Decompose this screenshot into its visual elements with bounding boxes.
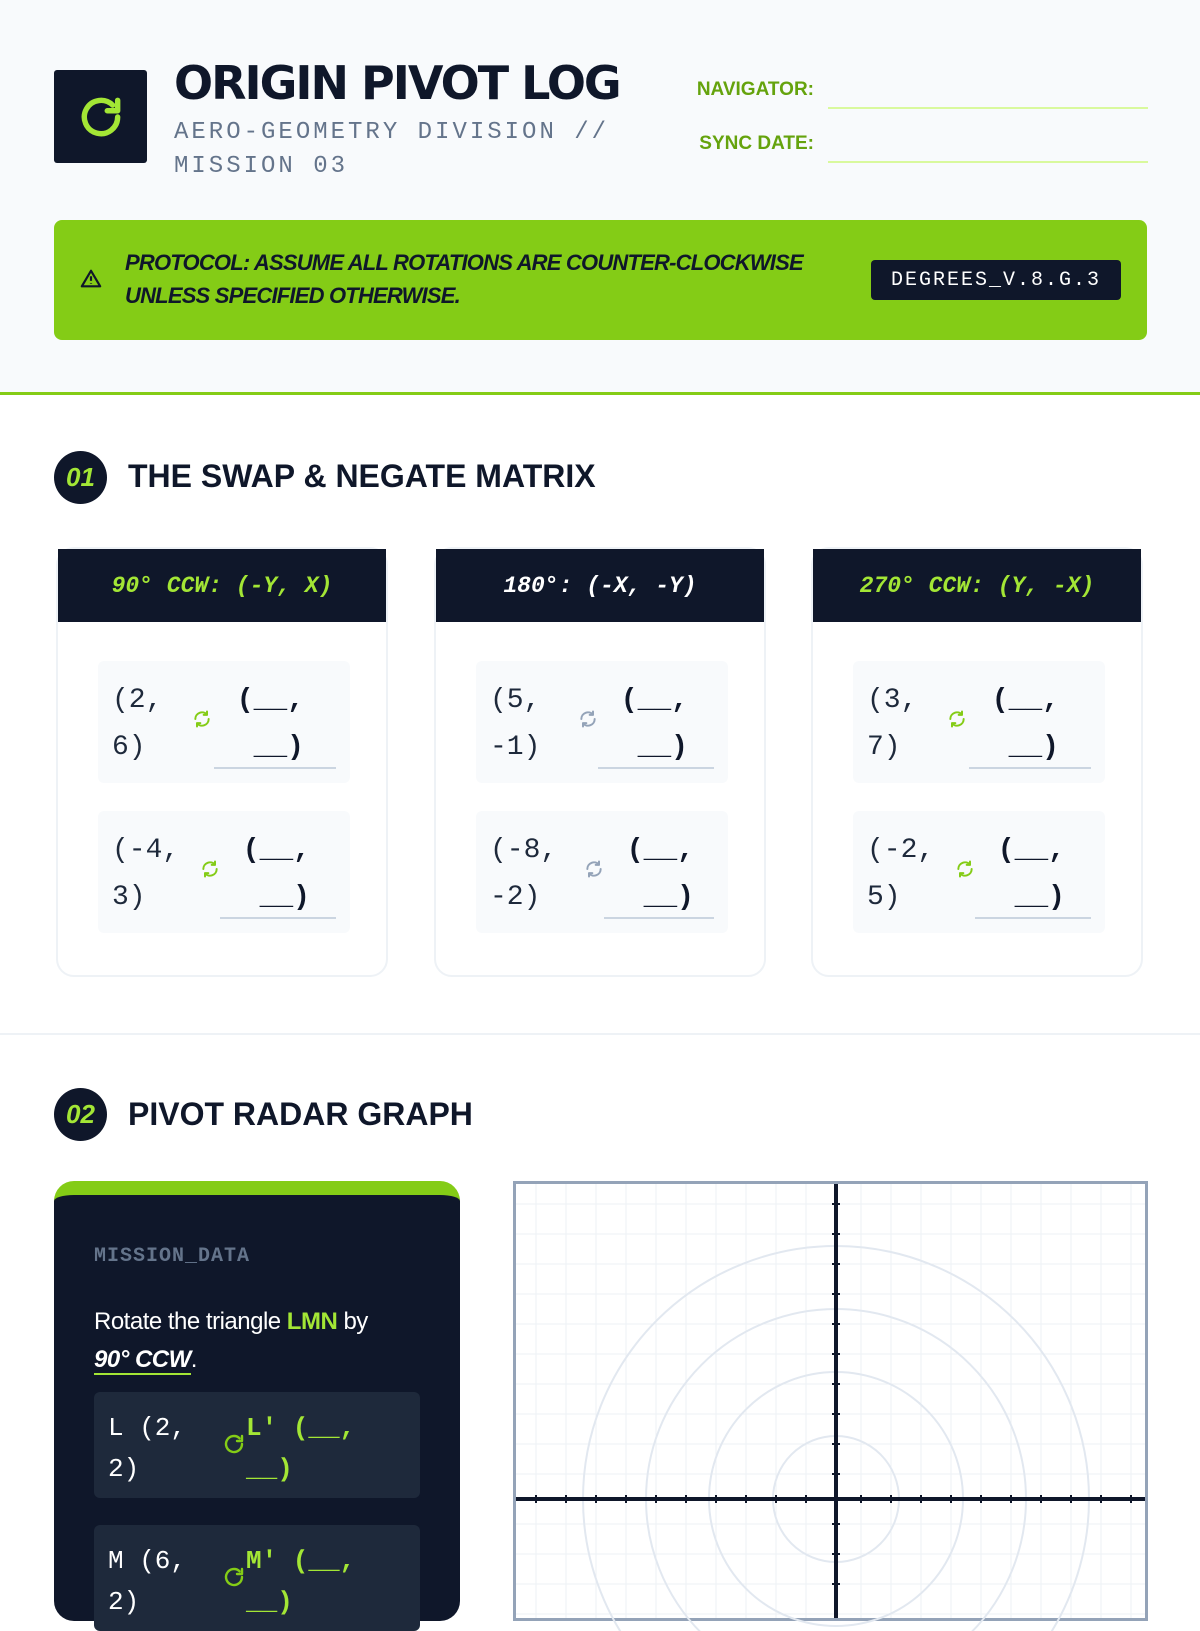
problem-item (98, 661, 350, 783)
source-point: (-8, -2) (490, 835, 558, 913)
problem-item (476, 661, 728, 783)
source-point: (2, 6) (112, 685, 163, 763)
coordinate-grid (516, 1184, 1145, 1618)
answer-blank[interactable]: (__, __) (997, 835, 1065, 913)
source-point: (-2, 5) (867, 835, 935, 913)
card-header: 270° CCW: (Y, -X) (813, 549, 1141, 622)
version-tag: DEGREES_V.8.G.3 (871, 260, 1121, 300)
mission-instruction (94, 1303, 424, 1379)
navigator-label: NAVIGATOR: (696, 79, 814, 100)
rotate-icon (192, 709, 212, 729)
rotate-icon (584, 859, 604, 879)
card-header: 90° CCW: (-Y, X) (58, 549, 386, 622)
answer-blank[interactable]: (__, __) (236, 685, 304, 763)
problem-item (853, 661, 1105, 783)
protocol-banner (54, 220, 1147, 340)
rotate-icon (947, 709, 967, 729)
mission-panel (54, 1181, 460, 1621)
mission-label: MISSION_DATA (94, 1245, 251, 1268)
answer-blank[interactable]: M' (__, __) (246, 1546, 356, 1617)
section-divider (0, 1033, 1200, 1035)
answer-underline (214, 767, 336, 769)
problem-item (98, 811, 350, 933)
instruction-end: . (190, 1346, 197, 1373)
rotate-icon (955, 859, 975, 879)
header (0, 0, 1200, 395)
card-header: 180°: (-X, -Y) (436, 549, 764, 622)
source-point: L (2, 2) (108, 1413, 187, 1484)
sync-date-field[interactable] (828, 161, 1148, 163)
source-point: (5, -1) (490, 685, 541, 763)
point-row (94, 1392, 420, 1498)
rotate-icon (222, 1432, 246, 1456)
protocol-text: PROTOCOL: ASSUME ALL ROTATIONS ARE COUNTER-CLOCKWISE UNLESS SPECIFIED OTHERWISE. (125, 250, 803, 308)
rotate-icon (200, 859, 220, 879)
instruction-mid: by (343, 1308, 368, 1335)
answer-blank[interactable]: L' (__, __) (246, 1413, 356, 1484)
page-subtitle: AERO-GEOMETRY DIVISION // MISSION 03 (174, 119, 610, 180)
triangle-name: LMN (286, 1308, 338, 1335)
source-point: M (6, 2) (108, 1546, 187, 1617)
sync-date-label: SYNC DATE: (699, 133, 814, 154)
rotation-card-180 (434, 547, 766, 977)
answer-blank[interactable]: (__, __) (242, 835, 310, 913)
section-title: THE SWAP & NEGATE MATRIX (128, 458, 596, 494)
section-number: 02 (54, 1088, 107, 1141)
problem-item (476, 811, 728, 933)
rotate-icon (578, 709, 598, 729)
answer-underline (598, 767, 714, 769)
answer-underline (604, 917, 714, 919)
instruction-prefix: Rotate the triangle (94, 1308, 281, 1335)
problem-item (853, 811, 1105, 933)
radar-graph[interactable] (513, 1181, 1148, 1621)
source-point: (3, 7) (867, 685, 918, 763)
answer-underline (220, 917, 336, 919)
source-point: (-4, 3) (112, 835, 180, 913)
answer-underline (975, 917, 1091, 919)
navigator-field[interactable] (828, 107, 1148, 109)
rotation-card-270 (811, 547, 1143, 977)
section-title: PIVOT RADAR GRAPH (128, 1096, 473, 1132)
section-number: 01 (54, 451, 107, 504)
page-title: ORIGIN PIVOT LOG (174, 56, 620, 110)
warning-icon (80, 268, 102, 290)
answer-blank[interactable]: (__, __) (620, 685, 688, 763)
rotation-amount: 90° CCW (94, 1346, 191, 1373)
rotation-card-90 (56, 547, 388, 977)
refresh-icon (76, 92, 126, 142)
answer-blank[interactable]: (__, __) (991, 685, 1059, 763)
rotate-icon (222, 1565, 246, 1589)
answer-blank[interactable]: (__, __) (626, 835, 694, 913)
answer-underline (969, 767, 1091, 769)
logo (54, 70, 147, 163)
point-row (94, 1525, 420, 1631)
